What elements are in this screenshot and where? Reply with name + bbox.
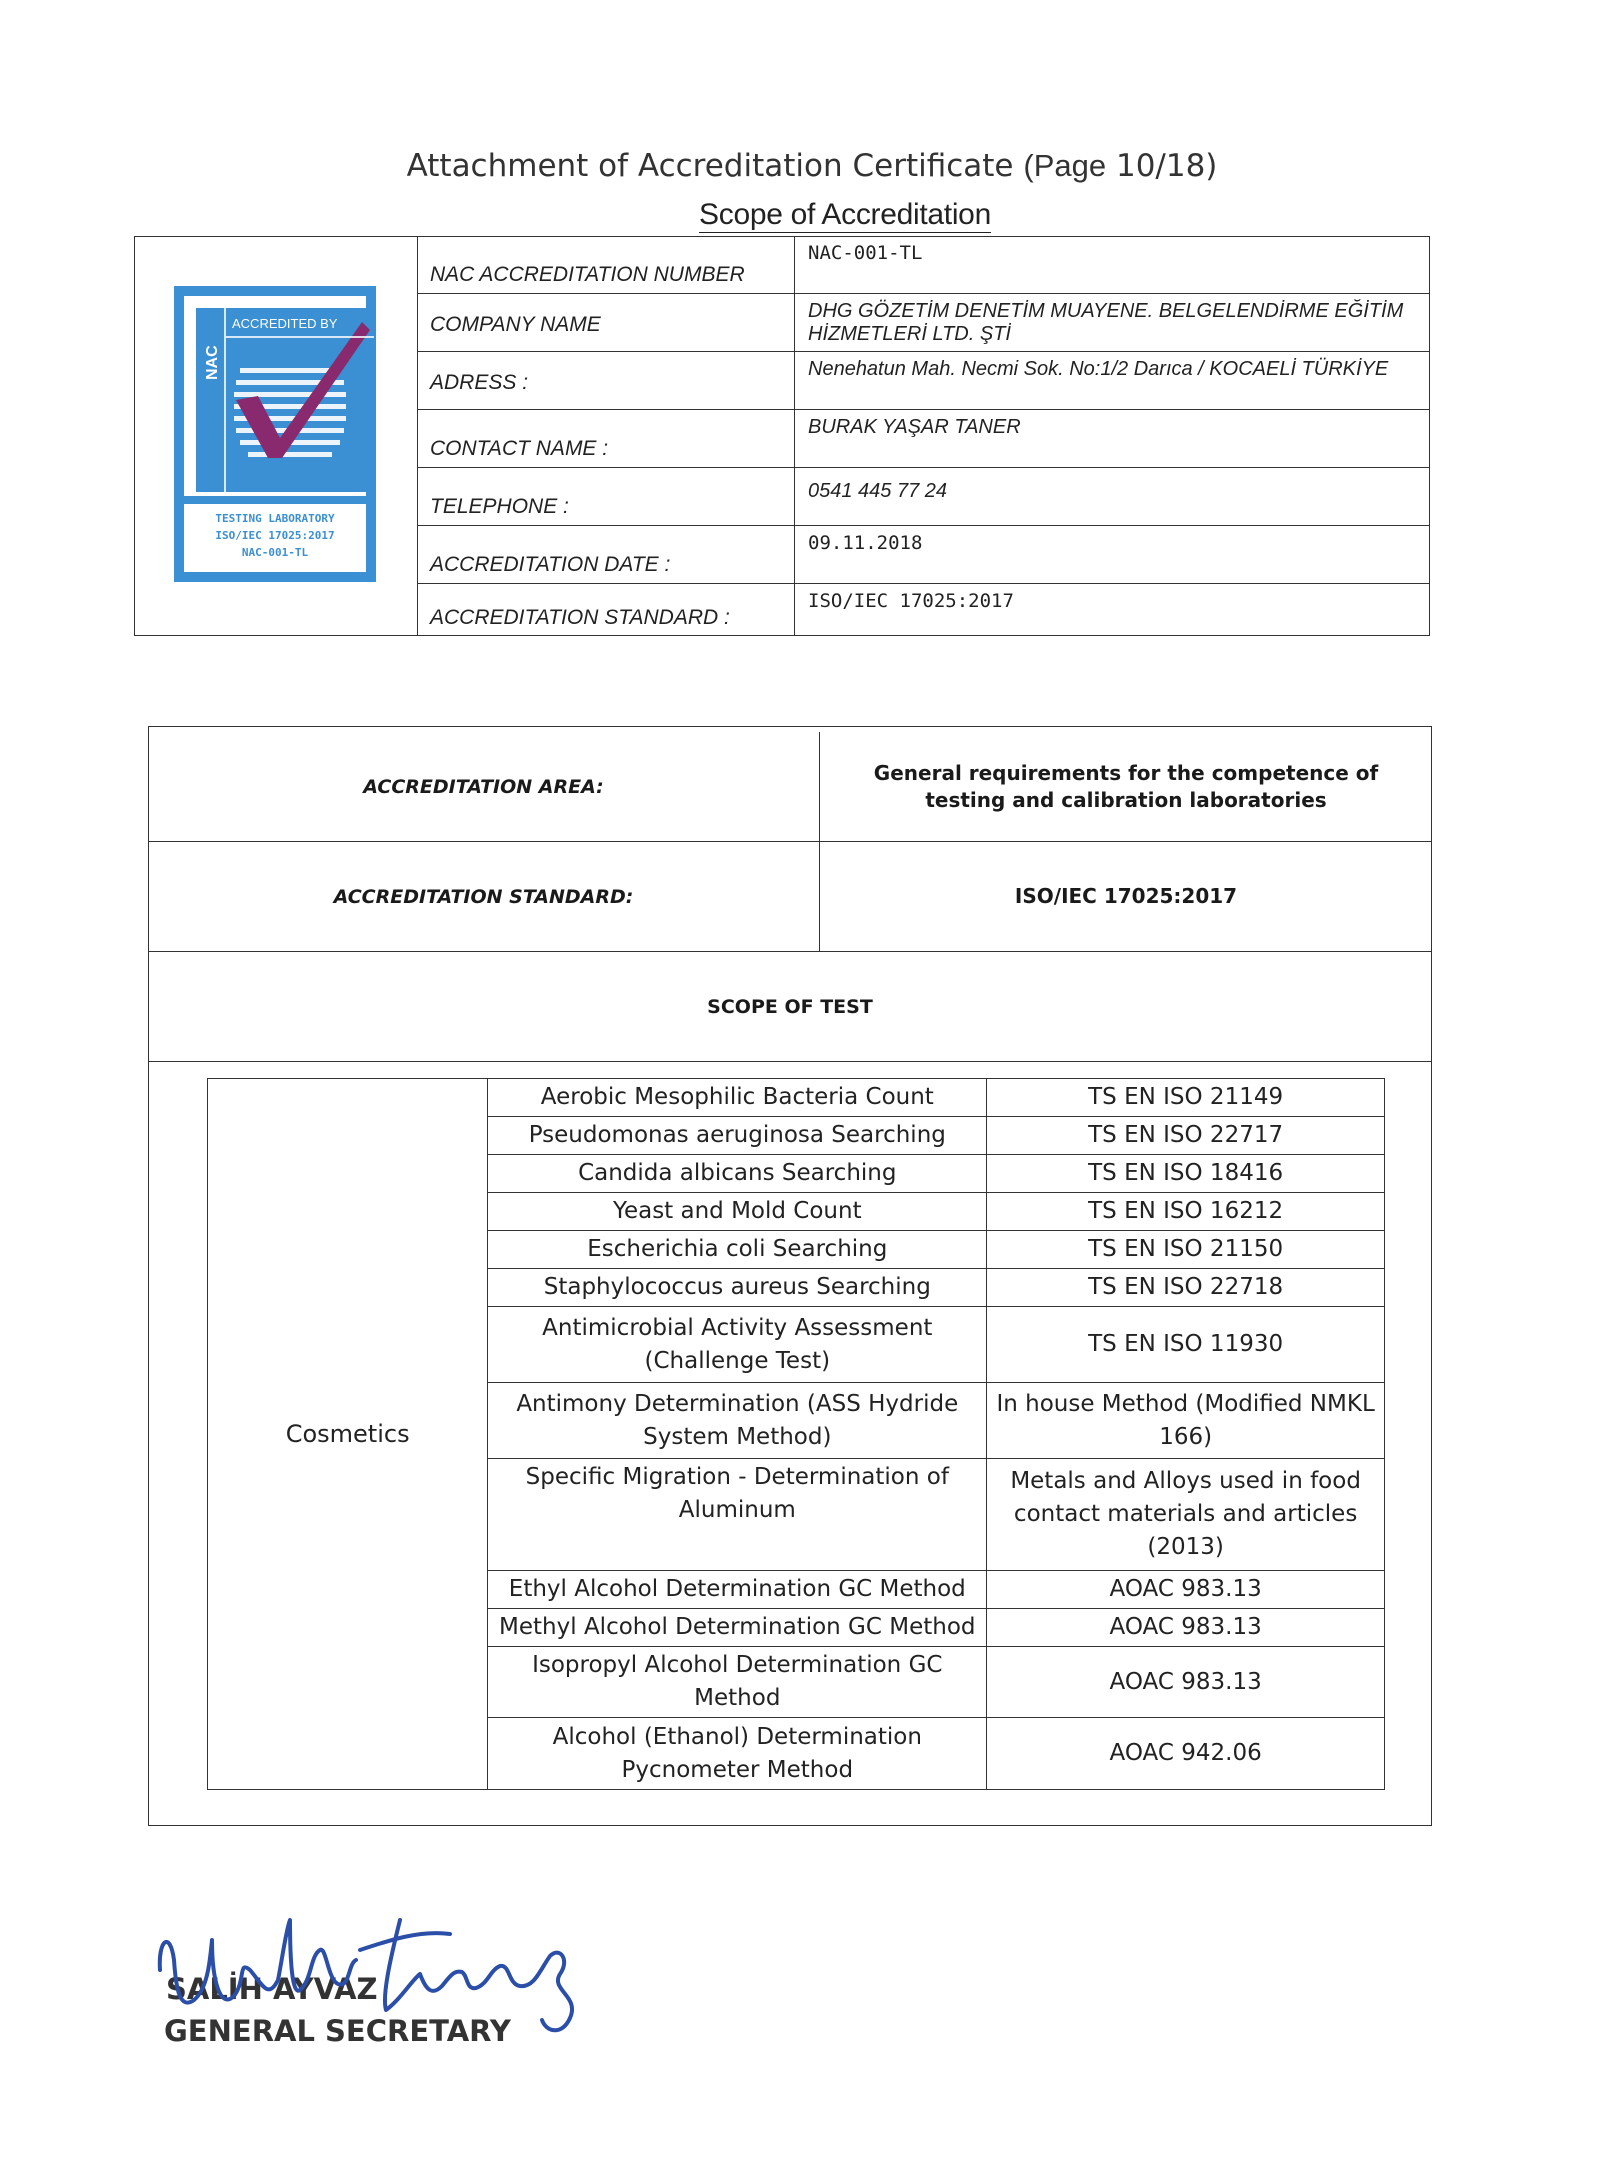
checkmark-icon [196,308,374,492]
test-name: Specific Migration - Determination of Aluminum [488,1459,987,1571]
info-label: COMPANY NAME [430,313,601,336]
nac-vertical-text: NAC [204,345,221,380]
standard-value: ISO/IEC 17025:2017 [1014,884,1238,908]
test-method: TS EN ISO 18416 [987,1155,1385,1193]
document-title [0,148,1600,184]
test-name: Antimony Determination (ASS Hydride System Method) [488,1383,987,1459]
test-name: Isopropyl Alcohol Determination GC Method [488,1647,987,1718]
test-name: Pseudomonas aeruginosa Searching [488,1117,987,1155]
test-method: AOAC 983.13 [987,1647,1385,1718]
tests-table [207,1078,1385,1790]
test-method: TS EN ISO 22717 [987,1117,1385,1155]
accredited-badge [196,308,374,492]
area-label: ACCREDITATION AREA: [148,732,820,841]
info-value: BURAK YAŞAR TANER [808,416,1021,438]
test-method: AOAC 942.06 [987,1718,1385,1790]
area-value: General requirements for the competence of testing and calibration laboratories [873,760,1379,812]
info-row [418,352,1430,410]
info-label: TELEPHONE : [430,495,569,518]
logo-caption-line: ISO/IEC 17025:2017 [215,529,335,542]
document-subtitle [0,198,1600,232]
test-name: Escherichia coli Searching [488,1231,987,1269]
info-value: 09.11.2018 [808,532,923,554]
info-label: ADRESS : [430,371,529,394]
test-method: Metals and Alloys used in food contact materials and articles (2013) [987,1459,1385,1571]
accreditation-area-row [148,732,1432,842]
category-cell: Cosmetics [208,1079,488,1790]
standard-label: ACCREDITATION STANDARD: [148,842,820,951]
info-row [418,526,1430,584]
test-method: TS EN ISO 16212 [987,1193,1385,1231]
test-method: TS EN ISO 21150 [987,1231,1385,1269]
test-name: Antimicrobial Activity Assessment (Challenge Test) [488,1307,987,1383]
logo-caption [184,504,366,572]
title-prefix: Attachment of Accreditation Certificate [406,148,1014,184]
logo-caption-line: TESTING LABORATORY [215,512,335,525]
signatory-role: GENERAL SECRETARY [164,2014,511,2048]
info-value: NAC-001-TL [808,242,923,264]
info-row [418,584,1430,636]
nac-accreditation-logo [174,286,376,582]
test-name: Ethyl Alcohol Determination GC Method [488,1571,987,1609]
info-rows [418,236,1430,636]
info-value: DHG GÖZETİM DENETİM MUAYENE. BELGELENDİRME EĞİTİM HİZMETLERİ LTD. ŞTİ [808,300,1404,345]
info-label: ACCREDITATION DATE : [430,553,671,576]
title-page-label: (Page [1023,148,1107,183]
test-method: TS EN ISO 22718 [987,1269,1385,1307]
test-method: AOAC 983.13 [987,1609,1385,1647]
badge-text: ACCREDITED BY [232,316,338,331]
test-method: AOAC 983.13 [987,1571,1385,1609]
logo-caption-line: NAC-001-TL [241,546,309,559]
info-value: Nenehatun Mah. Necmi Sok. No:1/2 Darıca / KOCAELİ TÜRKİYE [808,358,1389,380]
info-row [418,410,1430,468]
info-row [418,468,1430,526]
test-name: Alcohol (Ethanol) Determination Pycnometer Method [488,1718,987,1790]
table-row [208,1079,1385,1117]
test-method: In house Method (Modified NMKL 166) [987,1383,1385,1459]
info-label: ACCREDITATION STANDARD : [430,606,730,629]
info-value: ISO/IEC 17025:2017 [808,590,1014,612]
info-label: CONTACT NAME : [430,437,609,460]
subtitle-text: Scope of Accreditation [699,198,991,231]
info-row [418,236,1430,294]
test-method: TS EN ISO 21149 [987,1079,1385,1117]
test-name: Staphylococcus aureus Searching [488,1269,987,1307]
title-page-number: 10/18) [1115,148,1218,184]
test-name: Yeast and Mold Count [488,1193,987,1231]
handwritten-signature [150,1900,590,2050]
info-label: NAC ACCREDITATION NUMBER [430,263,745,286]
test-name: Aerobic Mesophilic Bacteria Count [488,1079,987,1117]
test-name: Candida albicans Searching [488,1155,987,1193]
info-value: 0541 445 77 24 [808,480,948,502]
test-method: TS EN ISO 11930 [987,1307,1385,1383]
scope-of-test-title: SCOPE OF TEST [148,952,1432,1062]
signatory-name: SALİH AYVAZ [166,1972,378,2006]
info-row [418,294,1430,352]
accreditation-standard-row [148,842,1432,952]
test-name: Methyl Alcohol Determination GC Method [488,1609,987,1647]
